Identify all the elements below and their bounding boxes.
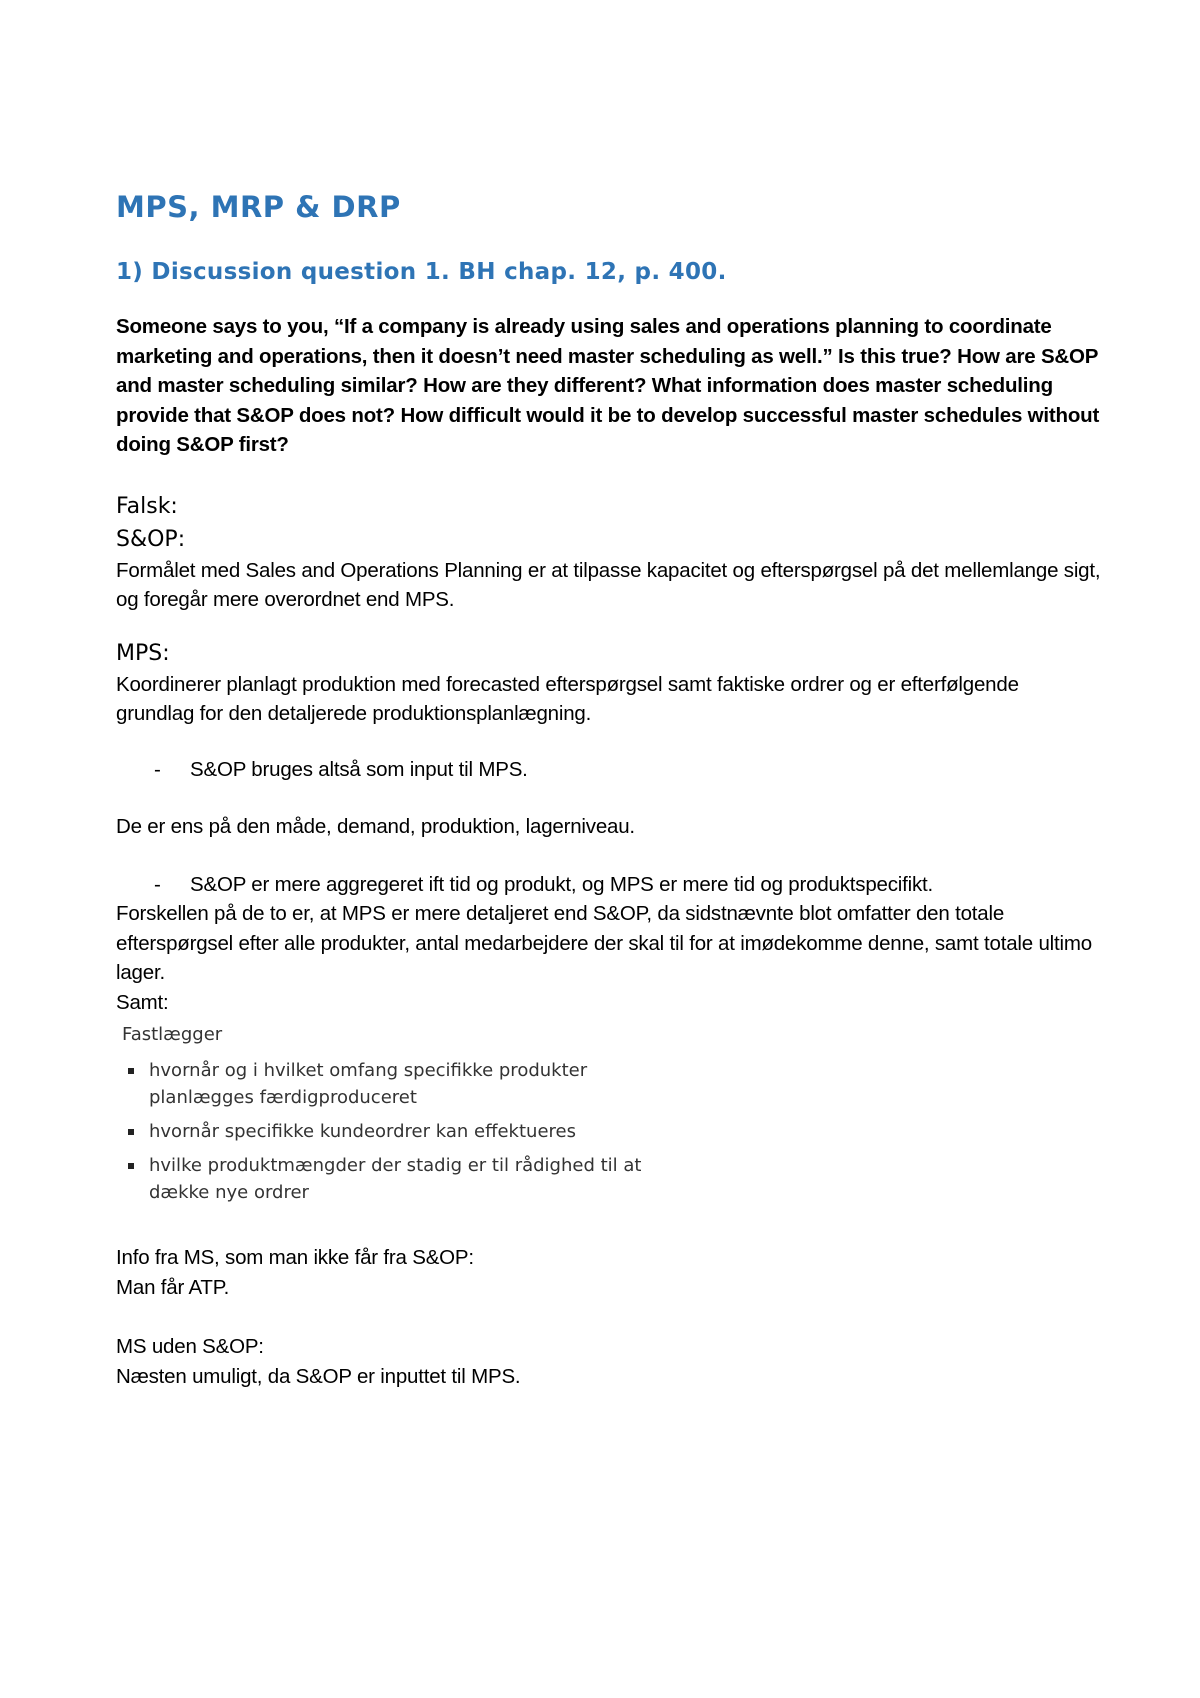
list-item (122, 1118, 649, 1145)
document-page (116, 190, 1101, 1391)
dash-text: S&OP bruges altså som input til MPS. (190, 757, 528, 781)
sop-text: Formålet med Sales and Operations Planning er at tilpasse kapacitet og efterspørgsel på det mellemlange sigt, og foregår mere overordnet end MPS. (116, 558, 1101, 612)
info-text: Man får ATP. (116, 1275, 230, 1299)
dash-marker: - (154, 872, 161, 896)
list-item-text: hvornår og i hvilket omfang specifikke produkter planlægges færdigproduceret (149, 1060, 588, 1109)
fastlaegger-inset (122, 1021, 1101, 1206)
similarity-text: De er ens på den måde, demand, produktion, lagerniveau. (116, 815, 635, 839)
info-label: Info fra MS, som man ikke får fra S&OP: (116, 1246, 474, 1270)
dash-item-input (116, 755, 1101, 785)
bullet-square-icon (128, 1068, 134, 1074)
ms-text: Næsten umuligt, da S&OP er inputtet til MPS. (116, 1364, 521, 1388)
samt-label: Samt: (116, 990, 169, 1014)
list-item (122, 1057, 649, 1111)
list-item (122, 1152, 649, 1206)
falsk-label: Falsk: (116, 493, 178, 519)
dash-marker: - (154, 757, 161, 781)
dash-item-aggregate (116, 870, 1101, 900)
dash-text: S&OP er mere aggregeret ift tid og produkt, og MPS er mere tid og produktspecifikt. (190, 872, 934, 896)
difference-text: Forskellen på de to er, at MPS er mere detaljeret end S&OP, da sidstnævnte blot omfatter den totale efterspørgsel efter alle produkter, antal medarbejdere der skal til for at imødekomme denne, samt totale ultimo lager. (116, 902, 1092, 985)
page-title: MPS, MRP & DRP (116, 190, 401, 224)
bullet-square-icon (128, 1163, 134, 1169)
bullet-square-icon (128, 1129, 134, 1135)
sop-label: S&OP: (116, 526, 186, 552)
list-item-text: hvornår specifikke kundeordrer kan effektueres (149, 1121, 576, 1143)
mps-text: Koordinerer planlagt produktion med forecasted efterspørgsel samt faktiske ordrer og er efterfølgende grundlag for den detaljerede produktionsplanlægning. (116, 672, 1019, 726)
inset-heading: Fastlægger (122, 1024, 223, 1046)
question-text: Someone says to you, “If a company is already using sales and operations planning to coordinate marketing and operations, then it doesn’t need master scheduling as well.” Is this true? How are S&OP and master scheduling similar? How are they different? What information does master scheduling provide that S&OP does not? How difficult would it be to develop successful master schedules without doing S&OP first? (116, 315, 1100, 457)
list-item-text: hvilke produktmængder der stadig er til rådighed til at dække nye ordrer (149, 1155, 642, 1204)
question-heading: 1) Discussion question 1. BH chap. 12, p. 400. (116, 258, 727, 285)
mps-label: MPS: (116, 640, 170, 666)
ms-label: MS uden S&OP: (116, 1335, 264, 1359)
